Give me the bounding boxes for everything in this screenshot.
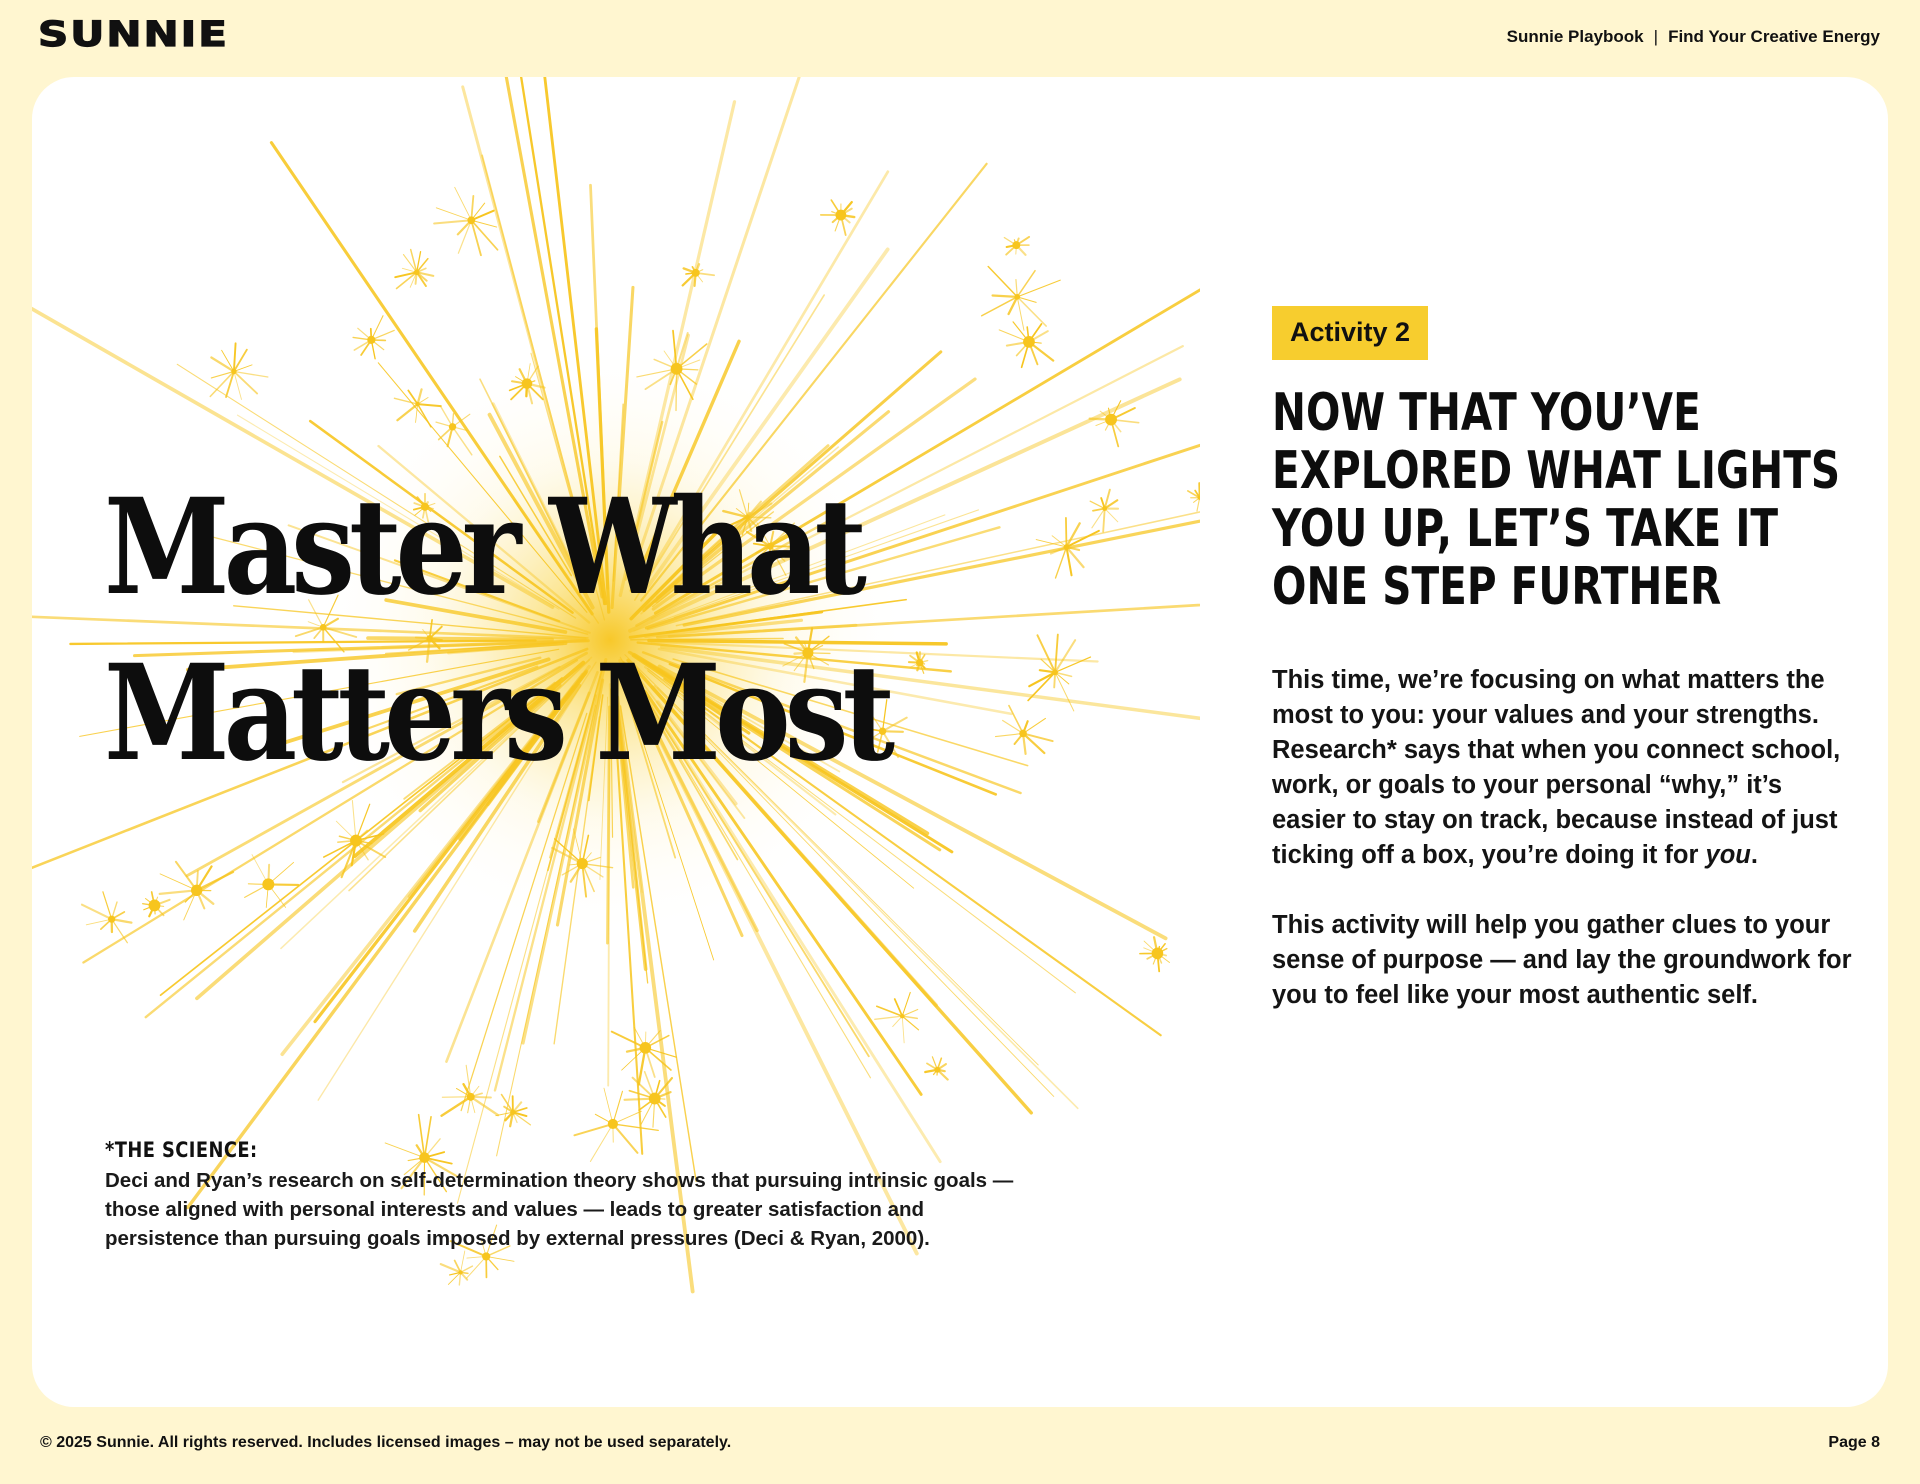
section-title: Find Your Creative Energy — [1668, 27, 1880, 46]
sparkler-star — [395, 250, 433, 289]
activity-paragraph-2: This activity will help you gather clues to your sense of purpose — and lay the groundwork for you to feel like your most authentic self. — [1272, 911, 1852, 1009]
sparkler-star — [1090, 490, 1118, 532]
sparkler-star — [441, 1251, 473, 1285]
science-heading: *THE SCIENCE: — [105, 1138, 258, 1162]
brand-logo: SUNNIE — [38, 14, 229, 55]
sparkler-star — [1140, 937, 1170, 971]
sparkler-star — [434, 187, 497, 255]
title-line-2: Matters Most — [104, 636, 890, 791]
activity-badge: Activity 2 — [1272, 306, 1428, 360]
sparkler-star — [442, 1065, 498, 1115]
sparkler-star — [999, 322, 1053, 367]
paragraph-1-text: This time, we’re focusing on what matters the most to you: your values and your strengths. Research* says that when you connect school, work, or goals to your personal “why,” it’s easier to stay on track, because instead of just ticking off a box, you’re doing it for — [1272, 666, 1841, 869]
sparkler-star — [683, 264, 714, 286]
science-body: Deci and Ryan’s research on self-determination theory shows that pursuing intrinsic goals — those aligned with personal interests and values — leads to greater satisfaction and persistence than pursuing goals imposed by external pressures (Deci & Ryan, 2000). — [105, 1169, 1014, 1250]
sparkler-star — [496, 1095, 531, 1127]
sparkler-star — [1004, 237, 1029, 255]
paragraph-1-end: . — [1750, 841, 1758, 869]
sparkler-star — [982, 267, 1061, 331]
activity-paragraph-1 — [1272, 663, 1862, 873]
science-note — [105, 1138, 1025, 1253]
playbook-title: Sunnie Playbook — [1506, 27, 1644, 46]
sparkler-star — [821, 200, 855, 235]
page-title — [104, 465, 889, 797]
sparkler-star — [925, 1057, 947, 1080]
title-line-1: Master What — [104, 470, 861, 625]
activity-heading: NOW THAT YOU’VE EXPLORED WHAT LIGHTS YOU UP, LET’S TAKE IT ONE STEP FURTHER — [1272, 383, 1841, 617]
sparkler-star — [1188, 483, 1200, 511]
header-breadcrumb — [1507, 27, 1880, 47]
breadcrumb-separator: | — [1653, 27, 1659, 46]
page-card — [32, 77, 1888, 1407]
activity-body — [1272, 663, 1862, 1048]
sparkler-star — [82, 892, 131, 943]
page-number: Page 8 — [1828, 1434, 1880, 1451]
paragraph-1-emphasis: you — [1705, 841, 1751, 869]
footer-copyright: © 2025 Sunnie. All rights reserved. Includes licensed images – may not be used separately. — [40, 1434, 732, 1451]
sparkler-star — [353, 316, 394, 359]
sparkler-star — [1036, 518, 1099, 578]
